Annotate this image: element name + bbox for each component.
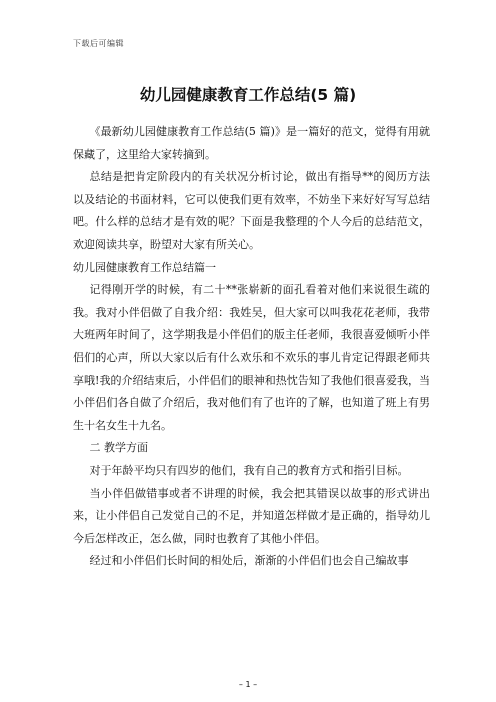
paragraph-memory: 记得刚开学的时候，有二十**张崭新的面孔看着对他们来说很生疏的我。我对小伴侣做了自我介绍：我姓吴，但大家可以叫我花花老师，我带大班两年时间了，这学期我是小伴侣们的版主任老师，我很喜爱倾听小伴侣们的心声，所以大家以后有什么欢乐和不欢乐的事儿肯定记得跟老师共享哦!我的介绍结束后，小伴侣们的眼神和热忱告知了我他们很喜爱我，当小伴侣们各自做了介绍后，我对他们有了也许的了解，也知道了班上有男生十名女生十九名。 (73, 283, 430, 432)
section-heading-1: 幼儿园健康教育工作总结篇一 (73, 260, 216, 274)
paragraph-story-method: 当小伴侣做错事或者不讲理的时候，我会把其错误以故事的形式讲出来，让小伴侣自己发觉自己的不足，并知道怎样做才是正确的，指导幼儿今后怎样改正，怎么做，同时也教育了其他小伴侣。 (73, 486, 430, 545)
section-heading-teaching: 二 教学方面 (89, 441, 148, 455)
paragraph-summary: 总结是把肯定阶段内的有关状况分析讨论，做出有指导**的阅历方法以及结论的书面材料，它可以使我们更有效率，不妨坐下来好好写写总结吧。什么样的总结才是有效的呢？下面是我整理的个人今后的总结范文，欢迎阅读共享，盼望对大家有所关心。 (73, 170, 430, 251)
header-note: 下载后可编辑 (73, 39, 124, 48)
document-body (73, 121, 430, 573)
paragraph-continued: 经过和小伴侣们长时间的相处后，渐渐的小伴侣们也会自己编故事 (89, 554, 409, 568)
document-title: 幼儿园健康教育工作总结(5 篇) (139, 86, 357, 104)
paragraph-intro: 《最新幼儿园健康教育工作总结(5 篇)》是一篇好的范文，觉得有用就保藏了，这里给大家转摘到。 (73, 125, 430, 161)
paragraph-teaching: 对于年龄平均只有四岁的他们，我有自己的教育方式和指引目标。 (89, 463, 409, 477)
page-number: – 1 – (238, 680, 258, 689)
